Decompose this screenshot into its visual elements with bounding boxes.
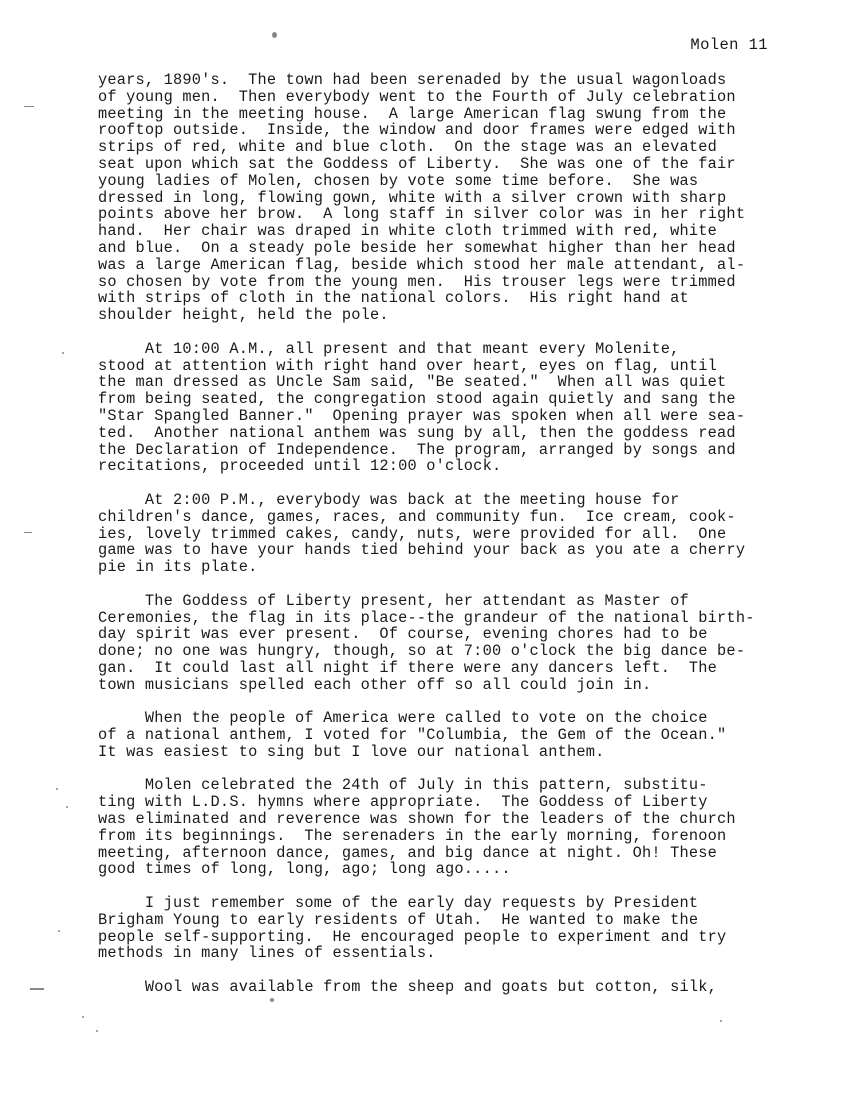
- paragraph: [98, 710, 798, 760]
- text-line: ting with L.D.S. hymns where appropriate. The Goddess of Liberty: [98, 793, 708, 812]
- text-line: Brigham Young to early residents of Utah. He wanted to make the: [98, 910, 699, 929]
- text-line: I just remember some of the early day requests by President: [98, 894, 699, 913]
- paragraph: [98, 777, 798, 878]
- paragraph: [98, 593, 798, 694]
- text-line: recitations, proceeded until 12:00 o'clock.: [98, 457, 502, 476]
- text-line: from being seated, the congregation stood again quietly and sang the: [98, 390, 736, 409]
- text-line: pie in its plate.: [98, 558, 258, 577]
- text-line: strips of red, white and blue cloth. On the stage was an elevated: [98, 138, 718, 157]
- text-line: seat upon which sat the Goddess of Liberty. She was one of the fair: [98, 154, 736, 173]
- scan-speck: [66, 806, 68, 808]
- scan-speck: [272, 32, 277, 38]
- text-line: It was easiest to sing but I love our national anthem.: [98, 742, 605, 761]
- text-line: ted. Another national anthem was sung by all, then the goddess read: [98, 423, 736, 442]
- text-line: good times of long, long, ago; long ago.....: [98, 860, 511, 879]
- text-line: from its beginnings. The serenaders in the early morning, forenoon: [98, 826, 727, 845]
- scan-speck: [62, 352, 64, 354]
- text-line: dressed in long, flowing gown, white with a silver crown with sharp: [98, 188, 727, 207]
- scan-speck: [24, 106, 34, 107]
- text-line: meeting, afternoon dance, games, and big dance at night. Oh! These: [98, 843, 718, 862]
- scan-speck: [30, 988, 44, 990]
- text-line: so chosen by vote from the young men. His trouser legs were trimmed: [98, 272, 736, 291]
- page-header: Molen 11: [690, 36, 768, 54]
- text-line: shoulder height, held the pole.: [98, 306, 389, 325]
- text-line: of young men. Then everybody went to the Fourth of July celebration: [98, 87, 736, 106]
- text-line: years, 1890's. The town had been serenaded by the usual wagonloads: [98, 71, 727, 89]
- text-line: town musicians spelled each other off so all could join in.: [98, 675, 652, 694]
- text-line: At 2:00 P.M., everybody was back at the meeting house for: [98, 490, 680, 509]
- scan-speck: [96, 1030, 98, 1032]
- text-line: gan. It could last all night if there were any dancers left. The: [98, 658, 718, 677]
- text-line: done; no one was hungry, though, so at 7:00 o'clock the big dance be-: [98, 642, 746, 661]
- scan-speck: [58, 930, 60, 932]
- text-line: Wool was available from the sheep and goats but cotton, silk,: [98, 978, 718, 997]
- scan-speck: [24, 532, 32, 533]
- paragraph: [98, 492, 798, 576]
- text-line: Molen celebrated the 24th of July in this pattern, substitu-: [98, 776, 708, 795]
- text-line: stood at attention with right hand over heart, eyes on flag, until: [98, 356, 718, 375]
- paragraph: [98, 979, 798, 996]
- scan-speck: [56, 788, 58, 790]
- text-line: rooftop outside. Inside, the window and door frames were edged with: [98, 121, 736, 140]
- paragraph: [98, 72, 798, 324]
- text-line: At 10:00 A.M., all present and that meant every Molenite,: [98, 339, 680, 358]
- text-line: "Star Spangled Banner." Opening prayer was spoken when all were sea-: [98, 406, 746, 425]
- text-line: ies, lovely trimmed cakes, candy, nuts, were provided for all. One: [98, 524, 727, 543]
- text-line: was eliminated and reverence was shown for the leaders of the church: [98, 810, 736, 829]
- text-line: and blue. On a steady pole beside her somewhat higher than her head: [98, 238, 736, 257]
- text-line: points above her brow. A long staff in silver color was in her right: [98, 205, 746, 224]
- text-line: Ceremonies, the flag in its place--the grandeur of the national birth-: [98, 608, 755, 627]
- text-line: the man dressed as Uncle Sam said, "Be seated." When all was quiet: [98, 373, 727, 392]
- text-line: hand. Her chair was draped in white cloth trimmed with red, white: [98, 222, 718, 241]
- text-line: was a large American flag, beside which stood her male attendant, al-: [98, 255, 746, 274]
- document-body: [98, 72, 798, 1013]
- text-line: day spirit was ever present. Of course, evening chores had to be: [98, 625, 708, 644]
- text-line: children's dance, games, races, and community fun. Ice cream, cook-: [98, 507, 736, 526]
- text-line: game was to have your hands tied behind your back as you ate a cherry: [98, 541, 746, 560]
- text-line: with strips of cloth in the national colors. His right hand at: [98, 289, 689, 308]
- text-line: When the people of America were called to vote on the choice: [98, 709, 708, 728]
- text-line: The Goddess of Liberty present, her attendant as Master of: [98, 591, 689, 610]
- text-line: methods in many lines of essentials.: [98, 944, 436, 963]
- paragraph: [98, 895, 798, 962]
- text-line: meeting in the meeting house. A large American flag swung from the: [98, 104, 727, 123]
- paragraph: [98, 341, 798, 475]
- scan-speck: [82, 1016, 84, 1018]
- text-line: young ladies of Molen, chosen by vote some time before. She was: [98, 171, 699, 190]
- scan-speck: [720, 1020, 722, 1022]
- text-line: people self-supporting. He encouraged people to experiment and try: [98, 927, 727, 946]
- text-line: of a national anthem, I voted for "Columbia, the Gem of the Ocean.": [98, 726, 727, 745]
- text-line: the Declaration of Independence. The program, arranged by songs and: [98, 440, 736, 459]
